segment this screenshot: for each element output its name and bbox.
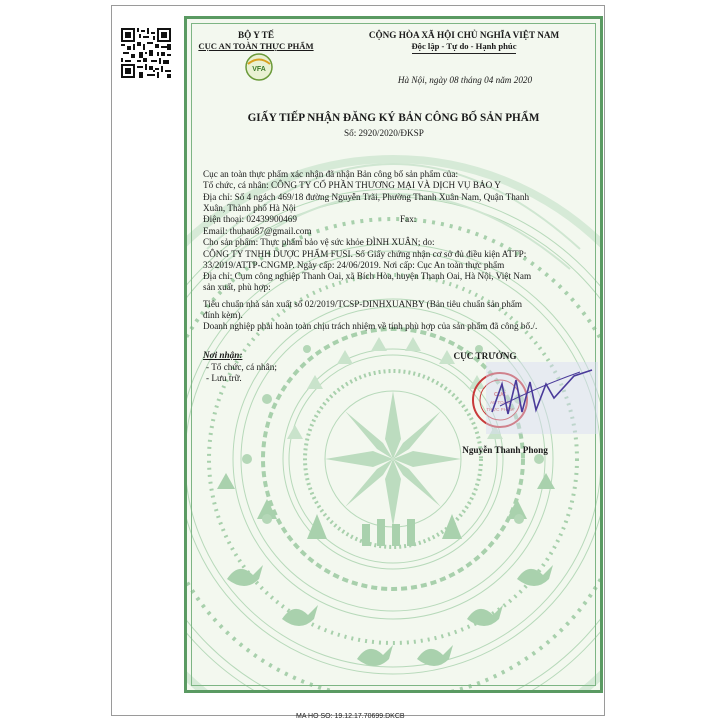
signer-name: Nguyễn Thanh Phong (462, 445, 548, 455)
body-line-3: Địa chỉ: Số 4 ngách 469/18 đường Nguyễn Trãi, Phường Thanh Xuân Nam, Quận Thanh (203, 192, 530, 202)
dossier-code: MA HO SO: 19.12.17.70699.DKCB (296, 713, 405, 720)
logo-text: VFA (252, 66, 266, 73)
body-line-4: Xuân, Thành phố Hà Nội (203, 203, 296, 213)
document-number: Số: 2920/2020/ĐKSP (344, 128, 424, 138)
body-line-2: Tổ chức, cá nhân: CÔNG TY CỔ PHẦN THƯƠNG MẠI VÀ DỊCH VỤ BẢO Y (203, 180, 501, 190)
vfa-logo-icon (244, 52, 274, 82)
body-line-11: sản xuất, phù hợp: (203, 282, 271, 292)
ministry-name: BỘ Y TẾ (238, 30, 274, 40)
signature-scribble (486, 362, 598, 434)
body-line-13: đính kèm). (203, 310, 243, 320)
body-line-1: Cục an toàn thực phẩm xác nhận đã nhận Bản công bố sản phẩm của: (203, 169, 459, 179)
place-date: Hà Nội, ngày 08 tháng 04 năm 2020 (397, 75, 533, 85)
recipient-1: - Tổ chức, cá nhân; (206, 362, 277, 372)
email-row (203, 226, 312, 237)
fax: Fax: (400, 214, 417, 224)
signature-title: CỤC TRƯỞNG (453, 351, 517, 361)
recipient-2: - Lưu trữ. (206, 373, 242, 383)
email-value: thuhau87@gmail.com (229, 226, 312, 236)
body-line-14: Doanh nghiệp phải hoàn toàn chịu trách nhiệm về tính phù hợp của sản phẩm đã công bố./. (203, 321, 538, 331)
body-line-8: CÔNG TY TNHH DƯỢC PHẨM FUSI. Số Giấy chứng nhận cơ sở đủ điều kiện ATTP: (203, 249, 527, 259)
body-line-12: Tiêu chuẩn nhà sản xuất số 02/2019/TCSP-DINHXUANBY (Bản tiêu chuẩn sản phẩm (203, 299, 523, 309)
recipients-label: Nơi nhận: (203, 350, 243, 360)
country-name: CỘNG HÒA XÃ HỘI CHỦ NGHĨA VIỆT NAM (368, 30, 560, 40)
phone: Điện thoại: 02439900469 (203, 214, 297, 224)
svg-text:CỤC: CỤC (494, 392, 506, 398)
document-title: GIẤY TIẾP NHẬN ĐĂNG KÝ BẢN CÔNG BỐ SẢN PHẨM (247, 112, 540, 124)
motto: Độc lập - Tự do - Hạnh phúc (411, 41, 517, 51)
body-line-10: Địa chỉ: Cụm công nghiệp Thanh Oai, xã Bích Hòa, huyện Thanh Oai, Hà Nội, Việt Nam (203, 271, 532, 281)
qr-code (121, 28, 171, 78)
svg-text:THỰC PHẨM: THỰC PHẨM (486, 407, 514, 412)
body-line-9: 33/2019/ATTP-CNGMP. Ngày cấp: 24/06/2019. Nơi cấp: Cục An toàn thực phẩm (203, 260, 505, 270)
email-label: Email: (203, 226, 228, 236)
body-line-7: Cho sản phẩm: Thực phẩm bảo vệ sức khỏe ĐÌNH XUÂN; do: (203, 237, 435, 247)
svg-text:AN TOÀN: AN TOÀN (490, 400, 510, 405)
agency-name: CỤC AN TOÀN THỰC PHẨM (198, 41, 314, 51)
motto-underline (412, 53, 516, 54)
